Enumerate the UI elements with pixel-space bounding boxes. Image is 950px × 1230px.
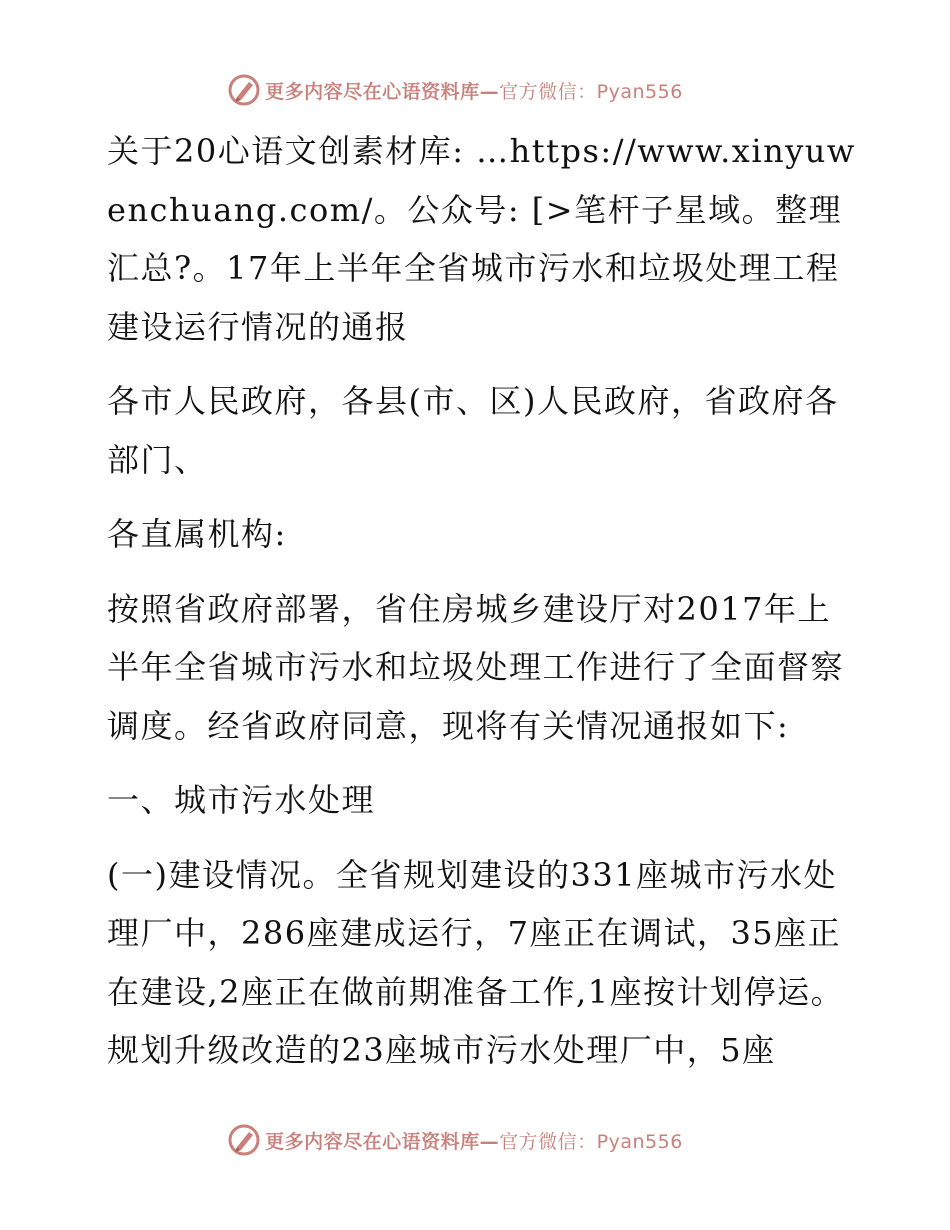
pen-logo-icon: [227, 73, 261, 107]
section-heading: 一、城市污水处理: [107, 781, 376, 819]
banner-wechat-text: 官方微信：Pyan556: [499, 80, 683, 103]
banner-text: [265, 77, 683, 104]
pen-logo-icon: [227, 1123, 261, 1157]
banner-wechat-text: 官方微信：Pyan556: [499, 1130, 683, 1153]
paragraph-recipients: 各市人民政府，各县(市、区)人民政府，省政府各部门、: [107, 382, 839, 479]
paragraph-intro: 按照省政府部署，省住房城乡建设厅对2017年上半年全省城市污水和垃圾处理工作进行了全面督察调度。经省政府同意，现将有关情况通报如下:: [107, 589, 845, 745]
paragraph-recipients-cont: 各直属机构:: [107, 515, 287, 553]
header-banner: [0, 70, 950, 110]
footer-banner: [0, 1120, 950, 1160]
paragraph-construction: (一)建设情况。全省规划建设的331座城市污水处理厂中，286座建成运行，7座正在调试，35座正在建设,2座正在做前期准备工作,1座按计划停运。规划升级改造的23座城市污水处理厂中，5座: [107, 855, 845, 1069]
document-body: [97, 122, 857, 1080]
banner-library-text: 更多内容尽在心语资料库—: [265, 80, 500, 103]
paragraph-title: 关于20心语文创素材库: …https://www.xinyuwenchuang.com/。公众号: [>笔杆子星域。整理汇总?。17年上半年全省城市污水和垃圾处理工程建设运行情况的通报: [107, 132, 856, 346]
banner-library-text: 更多内容尽在心语资料库—: [265, 1130, 500, 1153]
banner-text: [265, 1127, 683, 1154]
